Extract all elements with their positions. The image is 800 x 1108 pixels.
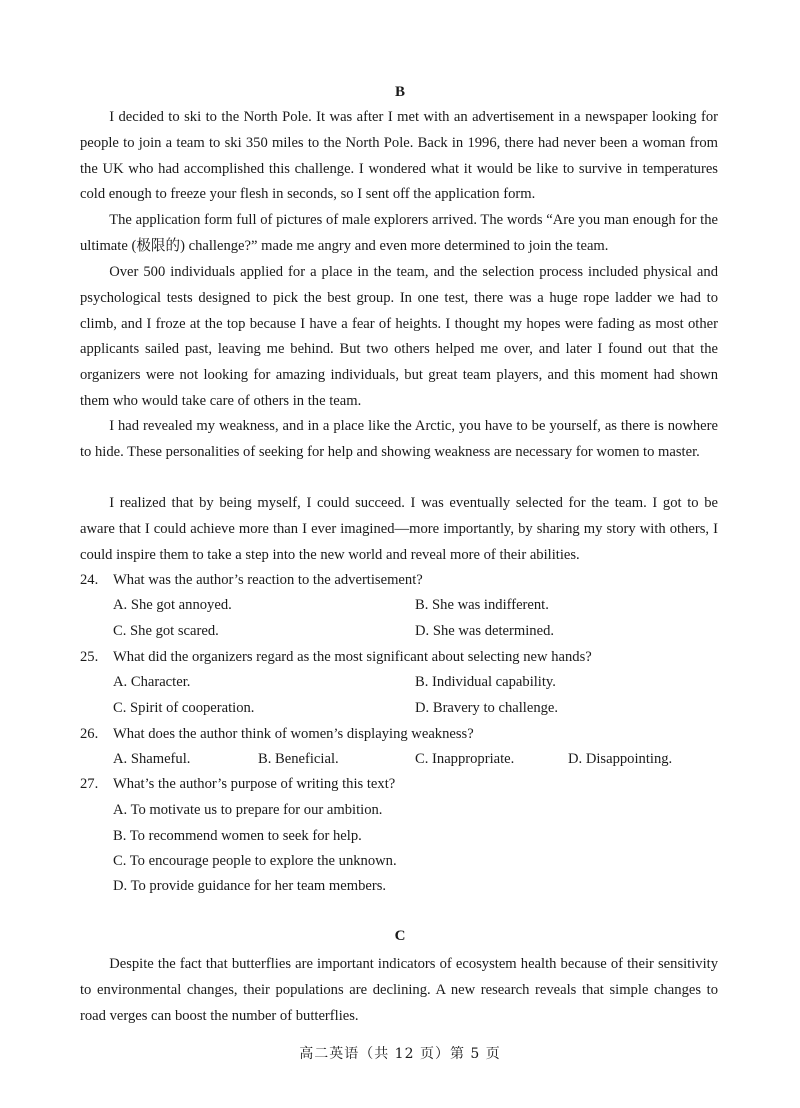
question-26-option-d: D. Disappointing. bbox=[568, 751, 673, 767]
question-text: What did the organizers regard as the most significant about selecting new hands? bbox=[113, 649, 592, 665]
passage-b-paragraph-1: I decided to ski to the North Pole. It was after I met with an advertisement in a newspaper looking for people to join a team to ski 350 miles to the North Pole. Back in 1996, there had never been a woman from the UK who had accomplished this challenge. I wondered what it would be like to survive in temperatures cold enough to freeze your flesh in seconds, so I sent off the application form. bbox=[80, 109, 718, 203]
question-24-option-a: A. She got annoyed. bbox=[113, 597, 232, 613]
question-24 bbox=[80, 568, 423, 593]
passage-b-paragraph-2: The application form full of pictures of male explorers arrived. The words “Are you man enough for the ultimate (极限的) challenge?” made me angry and even more determined to join the team. bbox=[80, 212, 718, 254]
question-27-option-c: C. To encourage people to explore the unknown. bbox=[113, 853, 397, 869]
question-27-option-b: B. To recommend women to seek for help. bbox=[113, 828, 362, 844]
question-26-option-b: B. Beneficial. bbox=[258, 751, 339, 767]
question-text: What does the author think of women’s displaying weakness? bbox=[113, 726, 474, 742]
question-24-option-b: B. She was indifferent. bbox=[415, 597, 549, 613]
question-number: 27. bbox=[80, 776, 99, 792]
passage-c-paragraph-1: Despite the fact that butterflies are important indicators of ecosystem health because of their sensitivity to environmental changes, their populations are declining. A new research reveals that simple changes to road verges can boost the number of butterflies. bbox=[80, 956, 718, 1024]
section-c-heading: C bbox=[394, 928, 406, 944]
question-25 bbox=[80, 645, 592, 670]
question-24-option-d: D. She was determined. bbox=[415, 623, 555, 639]
question-25-option-b: B. Individual capability. bbox=[415, 674, 556, 690]
question-text: What’s the author’s purpose of writing this text? bbox=[113, 776, 396, 792]
question-27 bbox=[80, 772, 395, 797]
passage-b-paragraph-5: I realized that by being myself, I could succeed. I was eventually selected for the team. I got to be aware that I could achieve more than I ever imagined—more importantly, by sharing my story with others, I could inspire them to take a step into the new world and reveal more of their abilities. bbox=[80, 495, 718, 563]
page-footer: 高二英语（共 12 页）第 5 页 bbox=[299, 1046, 501, 1062]
question-24-option-c: C. She got scared. bbox=[113, 623, 219, 639]
exam-page bbox=[80, 0, 720, 1108]
question-25-option-c: C. Spirit of cooperation. bbox=[113, 700, 255, 716]
question-26-option-c: C. Inappropriate. bbox=[415, 751, 515, 767]
question-25-option-a: A. Character. bbox=[113, 674, 191, 690]
question-number: 24. bbox=[80, 572, 99, 588]
question-27-option-d: D. To provide guidance for her team members. bbox=[113, 878, 387, 894]
question-number: 25. bbox=[80, 649, 99, 665]
question-number: 26. bbox=[80, 726, 99, 742]
passage-b-paragraph-4: I had revealed my weakness, and in a place like the Arctic, you have to be yourself, as there is nowhere to hide. These personalities of seeking for help and showing weakness are necessary for women to master. bbox=[80, 418, 718, 460]
question-27-option-a: A. To motivate us to prepare for our ambition. bbox=[113, 802, 383, 818]
section-b-heading: B bbox=[394, 84, 405, 100]
passage-b-paragraph-3: Over 500 individuals applied for a place in the team, and the selection process included physical and psychological tests designed to pick the best group. In one test, there was a huge rope ladder we had to climb, and I froze at the top because I have a fear of heights. I thought my hopes were fading as most other applicants sailed past, leaving me behind. But two others helped me over, and later I found out that the organizers were not looking for amazing individuals, but great team players, and this moment had shown them who would take care of others in the team. bbox=[80, 264, 718, 409]
question-26 bbox=[80, 722, 474, 747]
question-text: What was the author’s reaction to the advertisement? bbox=[113, 572, 423, 588]
question-25-option-d: D. Bravery to challenge. bbox=[415, 700, 559, 716]
question-26-option-a: A. Shameful. bbox=[113, 751, 191, 767]
